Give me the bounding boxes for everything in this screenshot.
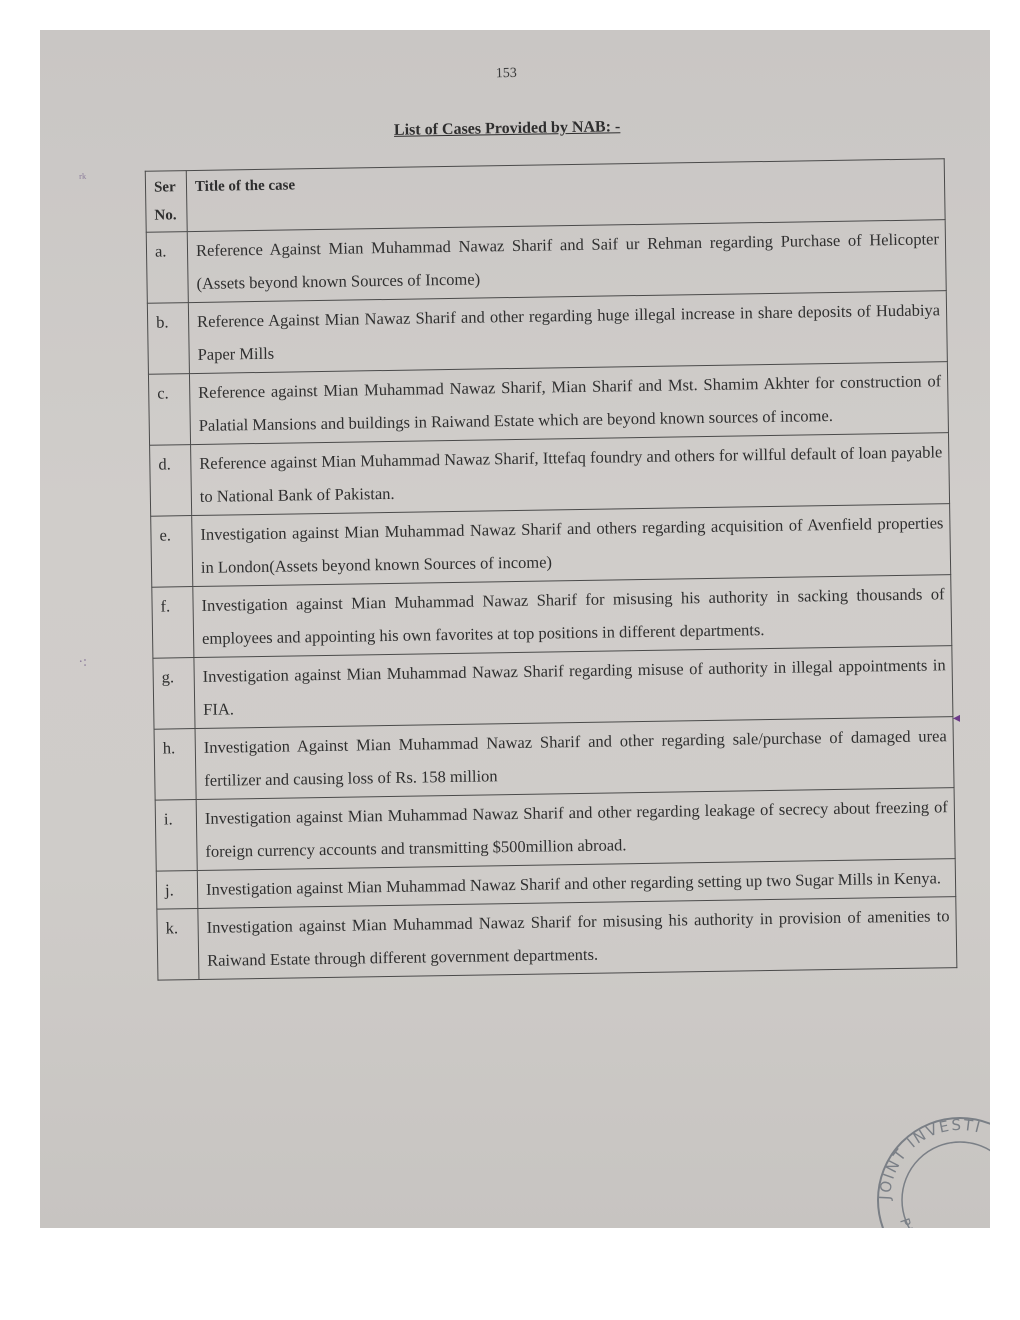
svg-text:PAK... A C	[896, 1216, 963, 1271]
stamp-text-bottom: PAK... A C	[896, 1216, 963, 1271]
row-ser-no: k.	[157, 909, 199, 981]
table-row	[157, 897, 957, 981]
row-ser-no: b.	[147, 303, 189, 375]
row-ser-no: j.	[156, 871, 198, 910]
row-ser-no: e.	[151, 516, 193, 588]
row-ser-no: a.	[146, 232, 188, 304]
row-case-title: Reference against Mian Muhammad Nawaz Sharif, Mian Sharif and Mst. Shamim Akhter for construction of Palatial Mansions and buildings in Raiwand Estate which are beyond known sources of income.	[189, 362, 948, 445]
table-row	[150, 433, 950, 517]
stamp-text-top: JOINT INVESTI	[875, 1115, 984, 1201]
row-ser-no: f.	[152, 587, 194, 659]
row-ser-no: i.	[155, 800, 197, 872]
row-case-title: Investigation against Mian Muhammad Nawaz Sharif and others regarding acquisition of Avenfield properties in London(Assets beyond known Sources of income)	[192, 504, 951, 587]
page-number: 153	[495, 65, 517, 82]
margin-mark: ʳᵏ	[78, 171, 87, 187]
row-case-title: Reference Against Mian Nawaz Sharif and other regarding huge illegal increase in share deposits of Hudabiya Paper Mills	[188, 291, 947, 374]
row-case-title: Investigation Against Mian Muhammad Nawaz Sharif and other regarding sale/purchase of damaged urea fertilizer and causing loss of Rs. 158 million	[195, 717, 954, 800]
svg-text:JOINT INVESTI	[876, 1116, 984, 1201]
document-photo	[40, 30, 990, 1271]
table-body	[146, 220, 957, 980]
row-ser-no: c.	[148, 374, 190, 446]
row-case-title: Investigation against Mian Muhammad Nawaz Sharif for misusing his authority in provision of amenities to Raiwand Estate through different government departments.	[198, 897, 957, 980]
header-ser-no: Ser No.	[145, 171, 187, 233]
document-title: List of Cases Provided by NAB: -	[393, 118, 621, 139]
row-case-title: Investigation against Mian Muhammad Nawaz Sharif and other regarding setting up two Sugar Mills in Kenya.	[197, 859, 956, 909]
table-row	[147, 291, 947, 375]
margin-mark: ·:	[78, 654, 88, 670]
ink-mark: ◂	[953, 711, 961, 726]
cases-table	[145, 158, 961, 980]
table-row	[154, 717, 954, 801]
table-row	[146, 220, 946, 304]
row-case-title: Investigation against Mian Muhammad Nawaz Sharif regarding misuse of authority in illegal appointments in FIA.	[194, 646, 953, 729]
row-ser-no: d.	[150, 445, 192, 517]
row-case-title: Investigation against Mian Muhammad Nawaz Sharif and other regarding leakage of secrecy about freezing of foreign currency accounts and transmitting $500million abroad.	[196, 788, 955, 871]
table-row	[153, 646, 953, 730]
official-stamp	[860, 1100, 990, 1271]
row-ser-no: g.	[153, 658, 195, 730]
row-case-title: Investigation against Mian Muhammad Nawaz Sharif for misusing his authority in sacking thousands of employees and appointing his own favorites at top positions in different departments.	[193, 575, 952, 658]
row-case-title: Reference Against Mian Muhammad Nawaz Sharif and Saif ur Rehman regarding Purchase of Helicopter (Assets beyond known Sources of Income)	[187, 220, 946, 303]
row-ser-no: h.	[154, 729, 196, 801]
table-row	[148, 362, 948, 446]
row-case-title: Reference against Mian Muhammad Nawaz Sharif, Ittefaq foundry and others for willful default of loan payable to National Bank of Pakistan.	[191, 433, 950, 516]
header-title: Title of the case	[186, 159, 945, 232]
table-row	[152, 575, 952, 659]
table-row	[151, 504, 951, 588]
table-row	[155, 788, 955, 872]
